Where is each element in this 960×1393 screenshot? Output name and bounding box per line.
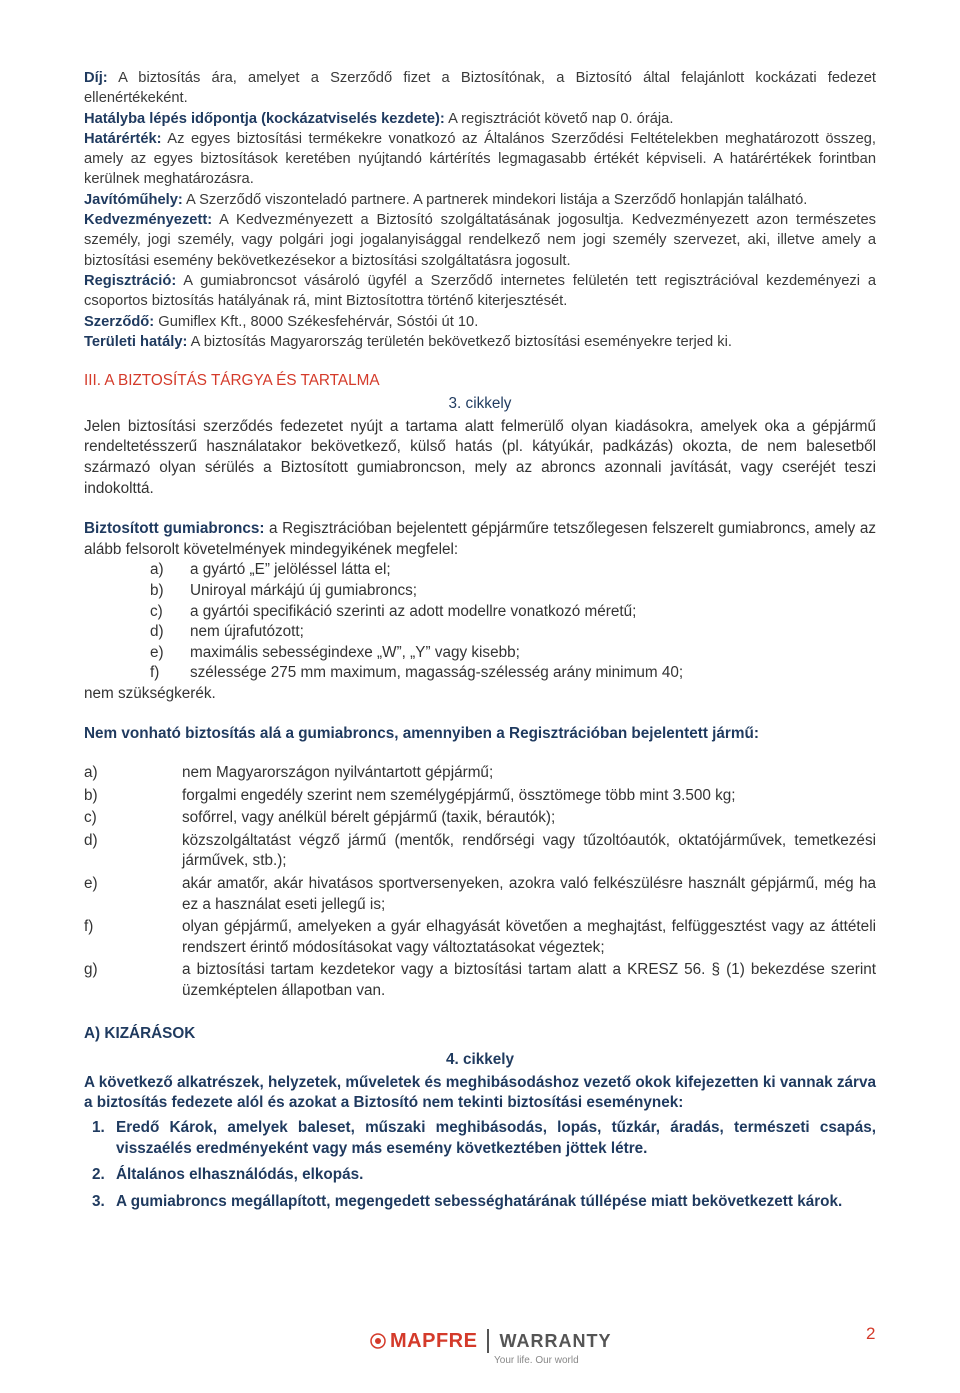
list-marker: g) [84, 961, 98, 979]
list-text: Uniroyal márkájú új gumiabroncs; [190, 581, 417, 599]
definition-text: Az egyes biztosítási termékekre vonatkozó az Általános Szerződési Feltételekben meghatározott összeg, amely az egyes biztosítások keretében nyújtandó kártérítés legmagasabb értékét képviseli. A határértékek forintban kerülnek meghatározásra. [84, 130, 876, 188]
definition-text: A gumiabroncsot vásároló ügyfél a Szerződő internetes felületén tett regisztrációval kezdeményezi a csoportos biztosítás hatályának rá, mint Biztosítottra történő kiterjesztését. [84, 272, 876, 310]
definition-text: A biztosítás Magyarország területén bekövetkező biztosítási eseményekre terjed ki. [187, 333, 732, 350]
definitions-block [84, 68, 876, 352]
list-text: nem Magyarországon nyilvántartott gépjármű; [182, 764, 494, 782]
insured-tyre-term: Biztosított gumiabroncs: [84, 520, 265, 538]
definition-item [84, 210, 876, 271]
list-marker: 3. [92, 1192, 105, 1210]
list-marker: 1. [92, 1118, 105, 1136]
list-item [150, 560, 876, 581]
list-marker: e) [84, 875, 98, 893]
definition-item [84, 312, 876, 332]
exclusions-list [84, 1118, 876, 1212]
section-heading: III. A BIZTOSÍTÁS TÁRGYA ÉS TARTALMA [84, 372, 380, 390]
exclusions-heading: A) KIZÁRÁSOK [84, 1024, 196, 1042]
list-text: szélessége 275 mm maximum, magasság-szélesség arány minimum 40; [190, 664, 684, 682]
mapfre-emblem-icon [370, 1333, 386, 1349]
definition-term: Javítóműhely: [84, 191, 183, 208]
list-marker: d) [150, 623, 164, 641]
list-text: sofőrrel, vagy anélkül bérelt gépjármű (taxik, bérautók); [182, 809, 556, 827]
list-item [84, 874, 876, 915]
definition-text: A regisztrációt követő nap 0. órája. [444, 110, 674, 127]
list-item [150, 663, 876, 684]
list-marker: 2. [92, 1166, 105, 1184]
definition-term: Hatályba lépés időpontja (kockázatviselés kezdete): [84, 110, 445, 127]
list-text: a biztosítási tartam kezdetekor vagy a biztosítási tartam alatt a KRESZ 56. § (1) bekezdése szerint üzemképtelen állapotban van. [182, 961, 876, 999]
definition-term: Kedvezményezett: [84, 212, 213, 229]
list-marker: a) [84, 764, 98, 782]
definition-term: Területi hatály: [84, 333, 188, 350]
mapfre-logo [370, 1329, 611, 1353]
product-name: WARRANTY [499, 1330, 612, 1351]
article-number-4: 4. cikkely [445, 1051, 515, 1069]
list-marker: f) [150, 664, 160, 682]
list-text: forgalmi engedély szerint nem személygépjármű, össztömege több mint 3.500 kg; [182, 786, 736, 804]
definition-text: A Szerződő viszonteladó partnere. A partnerek mindekori listája a Szerződő honlapján található. [182, 191, 808, 208]
document-page [84, 68, 876, 1218]
list-text: Általános elhasználódás, elkopás. [116, 1166, 364, 1184]
definition-term: Határérték: [84, 130, 162, 147]
definition-item [84, 271, 876, 312]
definition-item [84, 68, 876, 109]
definition-item [84, 129, 876, 190]
definition-text: Gumiflex Kft., 8000 Székesfehérvár, Sóstói út 10. [154, 313, 479, 330]
definition-term: Szerződő: [84, 313, 155, 330]
list-item [150, 602, 876, 623]
list-text: akár amatőr, akár hivatásos sportversenyeken, azokra való felkészülésre használt gépjármű, még ha ez a használat eseti jellegű is; [182, 875, 876, 913]
definition-term: Regisztráció: [84, 272, 177, 289]
list-item [84, 808, 876, 829]
list-marker: a) [150, 561, 164, 579]
page-number: 2 [866, 1324, 876, 1343]
list-marker: c) [84, 809, 97, 827]
list-item [84, 786, 876, 807]
list-item [90, 1118, 876, 1159]
definition-text: A Kedvezményezett a Biztosító szolgáltatásának jogosultja. Kedvezményezett azon természetes személy, jogi személy, vagy polgári jogi jogalanyisággal rendelkező nem jogi személy szervezet, aki, illetve amely a biztosítási esemény bekövetkezésekor a biztosítási szolgáltatásra jogosult. [84, 212, 876, 269]
list-text: a gyártó „E” jelöléssel látta el; [190, 561, 391, 579]
list-text: nem újrafutózott; [190, 623, 304, 641]
tyre-tail: nem szükségkerék. [84, 684, 216, 702]
article-number: 3. cikkely [448, 395, 512, 413]
tagline: Your life. Our world [494, 1355, 579, 1366]
list-item [84, 960, 876, 1001]
definition-item [84, 109, 876, 129]
list-item [90, 1192, 876, 1213]
list-text: Eredő Károk, amelyek baleset, műszaki meghibásodás, lopás, tűzkár, áradás, természeti csapás, visszaélés eredményeként vagy más esemény következtében jöttek létre. [116, 1118, 876, 1157]
exclusions-intro: A következő alkatrészek, helyzetek, műveletek és meghibásodáshoz vezető okok kifejezetten ki vannak zárva a biztosítás fedezete alól és azokat a Biztosító nem tekinti biztosítási eseménynek: [84, 1073, 876, 1112]
definition-item [84, 190, 876, 210]
definition-item [84, 332, 876, 352]
list-marker: d) [84, 831, 98, 849]
list-item [84, 763, 876, 784]
list-text: olyan gépjármű, amelyeken a gyár elhagyását követően a meghajtást, felfüggesztést vagy az áttételi rendszert érintő módosításokat vagy változtatásokat végeztek; [182, 918, 876, 956]
definition-term: Díj: [84, 70, 108, 86]
tyre-requirements-list [84, 560, 876, 684]
list-text: A gumiabroncs megállapított, megengedett sebességhatárának túllépése miatt bekövetkezett károk. [116, 1192, 843, 1210]
list-marker: b) [150, 581, 164, 599]
list-item [84, 831, 876, 872]
insured-tyre-definition: Biztosított gumiabroncs: a Regisztrációban bejelentett gépjárműre tetszőlegesen felszerelt gumiabroncs, amely az alább felsorolt követelmények mindegyikének megfelel: [84, 520, 876, 558]
list-item [90, 1165, 876, 1186]
list-item [150, 581, 876, 602]
list-text: közszolgáltatást végző jármű (mentők, rendőrségi vagy tűzoltóautók, oktatójárművek, temetkezési járművek, stb.); [182, 831, 876, 870]
list-item [150, 622, 876, 643]
list-item [150, 643, 876, 664]
definition-text: A biztosítás ára, amelyet a Szerződő fizet a Biztosítónak, a Biztosító által felajánlott kockázati fedezet ellenértékeként. [84, 70, 876, 107]
vehicle-exclusion-list [84, 763, 876, 1002]
list-text: maximális sebességindexe „W”, „Y” vagy kisebb; [190, 643, 520, 661]
logo-divider [487, 1329, 489, 1353]
article-paragraph: Jelen biztosítási szerződés fedezetet nyújt a tartama alatt felmerülő olyan kiadásokra, amelyek oka a gépjármű rendeltetésszerű használatakor bekövetkező, külső hatás (pl. kátyúkár, padkázás) okozta, de nem balesetből származó olyan sérülés a Biztosított gumiabroncson, mely az abroncs azonnali javítását, vagy cseréjét teszi indokolttá. [84, 417, 876, 497]
brand-name: MAPFRE [390, 1329, 478, 1352]
list-marker: c) [150, 602, 163, 620]
list-marker: f) [84, 918, 94, 936]
not-insurable-heading: Nem vonható biztosítás alá a gumiabroncs, amennyiben a Regisztrációban bejelentett jármű: [84, 725, 759, 743]
list-marker: b) [84, 786, 98, 804]
list-marker: e) [150, 643, 164, 661]
list-text: a gyártói specifikáció szerinti az adott modellre vonatkozó méretű; [190, 602, 637, 620]
list-item [84, 917, 876, 958]
